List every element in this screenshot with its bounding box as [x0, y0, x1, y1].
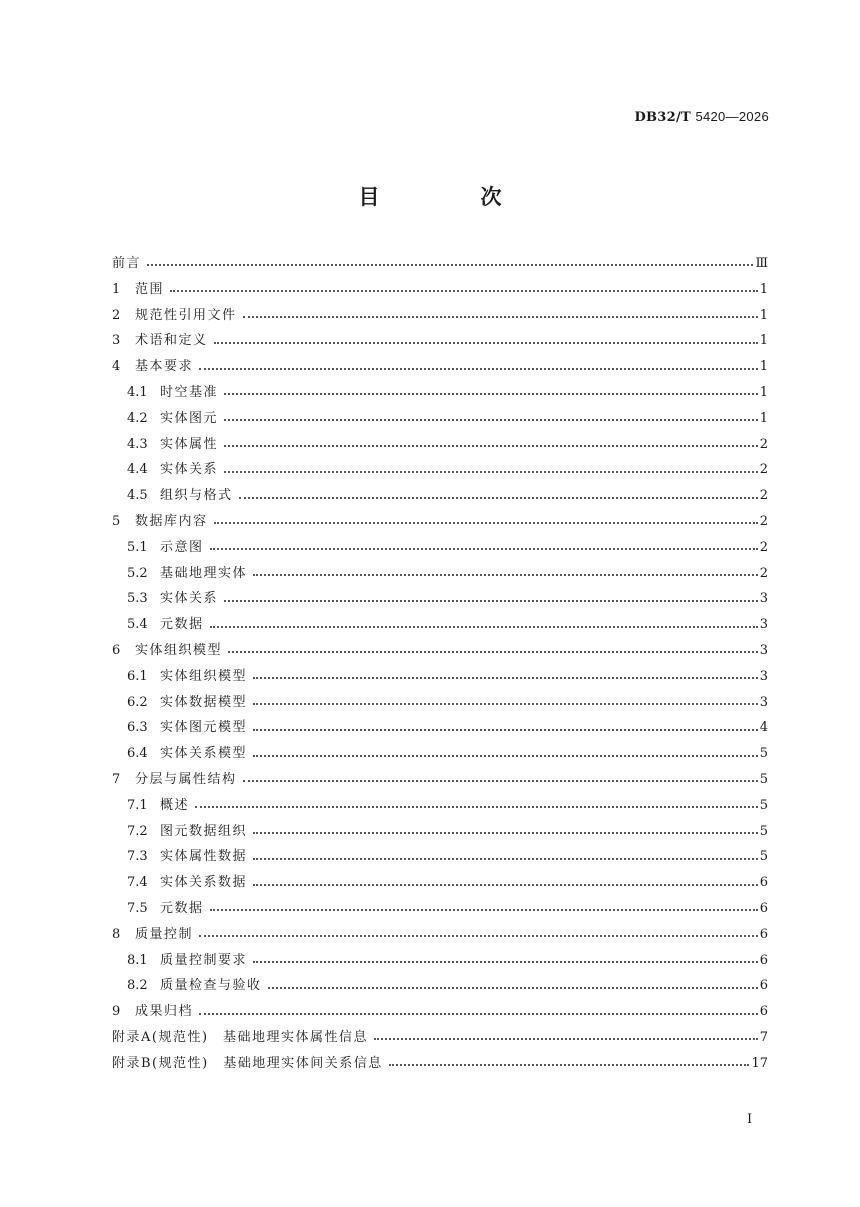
toc-entry-label: 质量控制 [135, 926, 194, 942]
toc-dot-leader [253, 831, 758, 834]
toc-entry[interactable] [112, 948, 768, 974]
toc-entry-number: 6.4 [127, 746, 148, 762]
toc-entry[interactable] [112, 612, 768, 638]
toc-entry-page: 6 [759, 952, 768, 968]
toc-entry-label: 前言 [112, 256, 142, 271]
toc-entry-number: 6.3 [127, 720, 148, 736]
toc-entry-number: 5.1 [127, 539, 148, 555]
toc-entry[interactable] [112, 380, 768, 406]
toc-dot-leader [224, 392, 758, 395]
toc-entry[interactable] [112, 715, 768, 741]
toc-entry-number: 6.1 [127, 668, 148, 684]
toc-dot-leader [253, 728, 758, 731]
toc-entry-number: 4 [112, 359, 121, 375]
toc-dot-leader [214, 341, 758, 344]
toc-entry-page: 6 [759, 1004, 768, 1020]
toc-entry[interactable] [112, 896, 768, 922]
toc-entry-page: 6 [759, 926, 768, 942]
toc-entry[interactable] [112, 922, 768, 948]
toc-entry-page: 3 [759, 591, 768, 607]
toc-entry-label: 实体组织模型 [160, 668, 248, 684]
toc-entry[interactable] [112, 561, 768, 587]
toc-entry-page: 3 [759, 617, 768, 633]
toc-entry-label: 概述 [160, 797, 190, 813]
toc-entry-page: 5 [759, 771, 768, 787]
toc-entry-label: 元数据 [160, 900, 204, 916]
toc-entry-label: 元数据 [160, 617, 204, 633]
toc-entry-number: 4.2 [127, 410, 148, 426]
toc-dot-leader [195, 805, 758, 808]
toc-entry-label: 数据库内容 [135, 513, 208, 529]
toc-entry-label: 基本要求 [135, 359, 194, 375]
toc-dot-leader [253, 857, 758, 860]
toc-entry-label: 示意图 [160, 539, 204, 555]
toc-entry-number: 1 [112, 281, 121, 297]
toc-entry[interactable] [112, 793, 768, 819]
table-of-contents [112, 251, 768, 1077]
toc-entry[interactable] [112, 1025, 768, 1051]
toc-entry-page: 3 [759, 694, 768, 710]
toc-entry[interactable] [112, 328, 768, 354]
toc-entry-number: 3 [112, 333, 121, 349]
toc-entry-page: 6 [759, 875, 768, 891]
toc-entry-label: 附录A(规范性) 基础地理实体属性信息 [112, 1029, 369, 1045]
toc-entry-label: 实体关系 [160, 591, 219, 607]
toc-entry-label: 图元数据组织 [160, 823, 248, 839]
toc-entry-page: 1 [759, 410, 768, 426]
toc-entry[interactable] [112, 819, 768, 845]
toc-dot-leader [239, 496, 758, 499]
toc-entry-page: 6 [759, 900, 768, 916]
toc-entry-number: 8 [112, 926, 121, 942]
toc-dot-leader [199, 367, 758, 370]
toc-entry-page: 1 [759, 281, 768, 297]
toc-dot-leader [374, 1037, 758, 1040]
toc-dot-leader [268, 986, 758, 989]
toc-entry-label: 时空基准 [160, 384, 219, 400]
toc-entry[interactable] [112, 638, 768, 664]
toc-entry-page: 17 [751, 1055, 768, 1071]
toc-entry-page: 5 [759, 823, 768, 839]
toc-dot-leader [253, 754, 758, 757]
toc-entry-page: 2 [759, 462, 768, 478]
toc-entry-label: 实体关系模型 [160, 746, 248, 762]
toc-entry-number: 5.2 [127, 565, 148, 581]
standard-code-prefix: DB32/T [634, 110, 692, 125]
toc-entry-label: 质量控制要求 [160, 952, 248, 968]
page-title: 目 次 [358, 184, 542, 209]
toc-entry-label: 组织与格式 [160, 488, 233, 504]
toc-entry-label: 实体关系 [160, 462, 219, 478]
toc-entry[interactable] [112, 844, 768, 870]
toc-dot-leader [224, 418, 758, 421]
toc-entry-label: 范围 [135, 281, 165, 297]
toc-dot-leader [253, 702, 758, 705]
toc-entry-page: 1 [759, 333, 768, 349]
toc-entry-number: 7.2 [127, 823, 148, 839]
toc-entry[interactable] [112, 870, 768, 896]
toc-dot-leader [170, 289, 758, 292]
toc-entry-label: 实体图元模型 [160, 720, 248, 736]
toc-entry-number: 4.1 [127, 384, 148, 400]
toc-entry-page: 2 [759, 513, 768, 529]
toc-entry-label: 基础地理实体 [160, 565, 248, 581]
toc-entry-page: 4 [759, 720, 768, 736]
toc-entry-number: 2 [112, 307, 121, 323]
toc-entry-number: 7.1 [127, 797, 148, 813]
toc-entry-page: 5 [759, 746, 768, 762]
toc-entry[interactable] [112, 664, 768, 690]
toc-dot-leader [147, 263, 753, 266]
standard-code-number: 5420—2026 [695, 109, 769, 124]
toc-entry-number: 4.5 [127, 488, 148, 504]
toc-entry-page: 2 [759, 488, 768, 504]
toc-entry-page: 2 [759, 539, 768, 555]
toc-entry[interactable] [112, 973, 768, 999]
toc-entry[interactable] [112, 406, 768, 432]
toc-entry-label: 附录B(规范性) 基础地理实体间关系信息 [112, 1055, 383, 1071]
toc-entry[interactable] [112, 277, 768, 303]
toc-entry-page: 1 [759, 307, 768, 323]
toc-entry-label: 规范性引用文件 [135, 307, 237, 323]
toc-entry-label: 实体属性 [160, 436, 219, 452]
toc-dot-leader [210, 547, 758, 550]
toc-entry-page: 3 [759, 642, 768, 658]
toc-entry[interactable] [112, 535, 768, 561]
toc-entry-number: 7.5 [127, 900, 148, 916]
toc-dot-leader [253, 573, 758, 576]
toc-entry-number: 5 [112, 513, 121, 529]
toc-entry[interactable] [112, 690, 768, 716]
toc-dot-leader [224, 599, 758, 602]
toc-entry-page: 2 [759, 436, 768, 452]
toc-entry[interactable] [112, 999, 768, 1025]
toc-dot-leader [243, 315, 758, 318]
toc-entry-page: 1 [759, 384, 768, 400]
toc-entry-label: 实体数据模型 [160, 694, 248, 710]
toc-dot-leader [199, 1012, 758, 1015]
toc-entry-number: 8.1 [127, 952, 148, 968]
toc-dot-leader [253, 960, 758, 963]
toc-entry[interactable] [112, 251, 768, 277]
toc-entry-label: 实体组织模型 [135, 642, 223, 658]
toc-dot-leader [253, 676, 758, 679]
toc-dot-leader [389, 1063, 750, 1066]
toc-entry-label: 实体属性数据 [160, 849, 248, 865]
toc-entry[interactable] [112, 509, 768, 535]
toc-entry[interactable] [112, 767, 768, 793]
toc-dot-leader [228, 650, 758, 653]
toc-entry-number: 5.4 [127, 617, 148, 633]
toc-entry-label: 实体关系数据 [160, 875, 248, 891]
toc-entry-page: 3 [759, 668, 768, 684]
toc-dot-leader [243, 779, 758, 782]
toc-dot-leader [210, 625, 758, 628]
toc-entry-label: 分层与属性结构 [135, 771, 237, 787]
toc-entry-page: 7 [759, 1029, 768, 1045]
toc-entry[interactable] [112, 354, 768, 380]
toc-entry-page: 5 [759, 849, 768, 865]
toc-entry[interactable] [112, 1051, 768, 1077]
toc-entry-label: 实体图元 [160, 410, 219, 426]
toc-entry-number: 6.2 [127, 694, 148, 710]
toc-dot-leader [199, 934, 758, 937]
toc-entry-number: 4.4 [127, 462, 148, 478]
toc-entry-number: 4.3 [127, 436, 148, 452]
toc-entry-number: 7 [112, 771, 121, 787]
toc-entry-number: 5.3 [127, 591, 148, 607]
toc-entry-number: 7.4 [127, 875, 148, 891]
toc-dot-leader [210, 908, 758, 911]
toc-dot-leader [224, 470, 758, 473]
toc-dot-leader [214, 521, 758, 524]
toc-entry-number: 8.2 [127, 978, 148, 994]
toc-dot-leader [224, 444, 758, 447]
page-number: I [747, 1112, 753, 1127]
toc-entry[interactable] [112, 457, 768, 483]
toc-entry-page: 1 [759, 359, 768, 375]
toc-entry[interactable] [112, 586, 768, 612]
toc-entry-page: 2 [759, 565, 768, 581]
toc-entry-number: 9 [112, 1004, 121, 1020]
standard-code [634, 109, 769, 125]
toc-entry-number: 6 [112, 642, 121, 658]
toc-entry-label: 质量检查与验收 [160, 978, 262, 994]
toc-entry-number: 7.3 [127, 849, 148, 865]
toc-entry[interactable] [112, 303, 768, 329]
toc-entry-label: 成果归档 [135, 1004, 194, 1020]
toc-entry-label: 术语和定义 [135, 333, 208, 349]
toc-entry[interactable] [112, 432, 768, 458]
toc-entry[interactable] [112, 741, 768, 767]
toc-entry-page: 5 [759, 797, 768, 813]
toc-entry-page: 6 [759, 978, 768, 994]
toc-entry[interactable] [112, 483, 768, 509]
toc-entry-page: Ⅲ [755, 256, 768, 271]
toc-dot-leader [253, 883, 758, 886]
